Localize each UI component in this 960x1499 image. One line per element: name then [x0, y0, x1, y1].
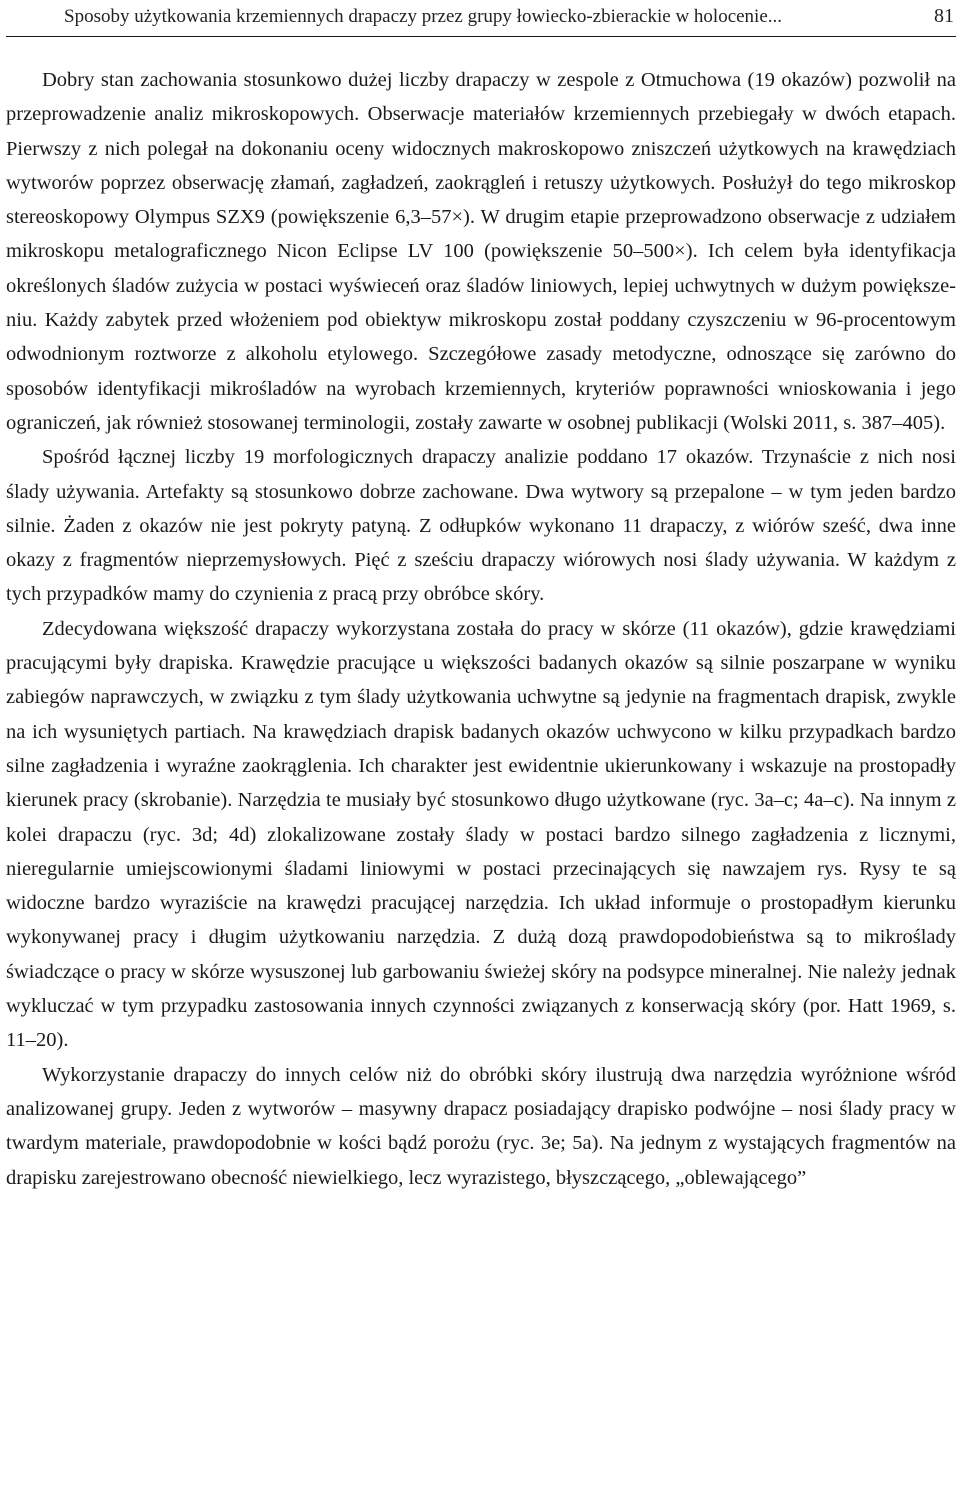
- body-text: [6, 63, 956, 1195]
- paragraph: Dobry stan zachowania stosunkowo dużej liczby drapaczy w zespole z Otmuchowa (19 okazów) pozwolił na przeprowadzenie analiz mikroskopowych. Obserwacje materiałów krzemiennych przebiegały w dwóch etapach. Pierwszy z nich polegał na dokonaniu oceny widocznych makroskopowo zniszczeń użytkowych na krawędziach wytworów poprzez obserwację złamań, zagładzeń, zaokrągleń i retuszy użytkowych. Posłużył do tego mikroskop stereoskopowy Olympus SZX9 (powiększenie 6,3–57×). W drugim etapie przeprowadzono obserwacje z udziałem mikroskopu metalograficznego Nicon Eclipse LV 100 (powiększenie 50–500×). Ich celem była identyfikacja określonych śladów zużycia w postaci wyświeceń oraz śladów liniowych, lepiej uchwytnych w dużym powiększeniu. Każdy zabytek przed włożeniem pod obiektyw mikroskopu został poddany czyszczeniu w 96-procentowym odwodnionym roztworze z alkoholu etylowego. Szczegółowe zasady metodyczne, odnoszące się zarówno do sposobów identyfikacji mikrośladów na wyrobach krzemiennych, kryteriów poprawności wnioskowania i jego ograniczeń, jak również stosowanej terminologii, zostały zawarte w osobnej publikacji (Wolski 2011, s. 387–405).: [6, 69, 956, 434]
- paragraph: Wykorzystanie drapaczy do innych celów niż do obróbki skóry ilustrują dwa narzędzia wyróżnione wśród analizowanej grupy. Jeden z wytworów – masywny drapacz posiadający drapisko podwójne – nosi ślady pracy w twardym materiale, prawdopodobnie w kości bądź porożu (ryc. 3e; 5a). Na jednym z wystających fragmentów na drapisku zarejestrowano obecność niewielkiego, lecz wyrazistego, błyszczącego, „oblewającego”: [6, 1063, 956, 1189]
- document-page: [6, 0, 956, 1195]
- paragraph: Zdecydowana większość drapaczy wykorzystana została do pracy w skórze (11 okazów), gdzie krawędziami pracującymi były drapiska. Krawędzie pracujące u większości badanych okazów są silnie poszarpane w wyniku zabiegów naprawczych, w związku z tym ślady użytkowania uchwytne są jedynie na fragmentach drapisk, zwykle na ich wysuniętych partiach. Na krawędziach drapisk badanych okazów uchwycono w kilku przypadkach bardzo silne zagładzenia i wyraźne zaokrąglenia. Ich charakter jest ewidentnie ukierunkowany i wskazuje na prostopadły kierunek pracy (skrobanie). Narzędzia te musiały być stosunkowo długo użytkowane (ryc. 3a–c; 4a–c). Na innym z kolei drapaczu (ryc. 3d; 4d) zlokalizowane zostały ślady w postaci bardzo silnego zagładzenia z licznymi, nieregularnie umiejscowionymi śladami liniowymi w postaci przecinających się nawzajem rys. Rysy te są widoczne bardzo wyraziście na krawędzi pracującej narzędzia. Ich układ informuje o prostopadłym kierunku wykonywanej pracy i długim użytkowaniu narzędzia. Z dużą dozą prawdopodobieństwa są to mikroślady świadczące o pracy w skórze wysuszonej lub garbowaniu świeżej skóry na podsypce mineralnej. Nie należy jednak wykluczać w tym przypadku zastosowania innych czynności związanych z konserwacją skóry (por. Hatt 1969, s. 11–20).: [6, 617, 956, 1052]
- running-title: Sposoby użytkowania krzemiennych drapaczy przez grupy łowiecko-zbierackie w holocenie...: [64, 6, 783, 27]
- page-number: 81: [934, 5, 954, 27]
- paragraph: Spośród łącznej liczby 19 morfologicznych drapaczy analizie poddano 17 okazów. Trzynaście z nich nosi ślady używania. Artefakty są stosunkowo dobrze zachowane. Dwa wytwory są przepalone – w tym jeden bardzo silnie. Żaden z okazów nie jest pokryty patyną. Z odłupków wykonano 11 drapaczy, z wiórów sześć, dwa inne okazy z fragmentów nieprzemysłowych. Pięć z sześciu drapaczy wiórowych nosi ślady używania. W każdym z tych przypadków mamy do czynienia z pracą przy obróbce skóry.: [6, 446, 956, 606]
- running-header: [6, 0, 956, 37]
